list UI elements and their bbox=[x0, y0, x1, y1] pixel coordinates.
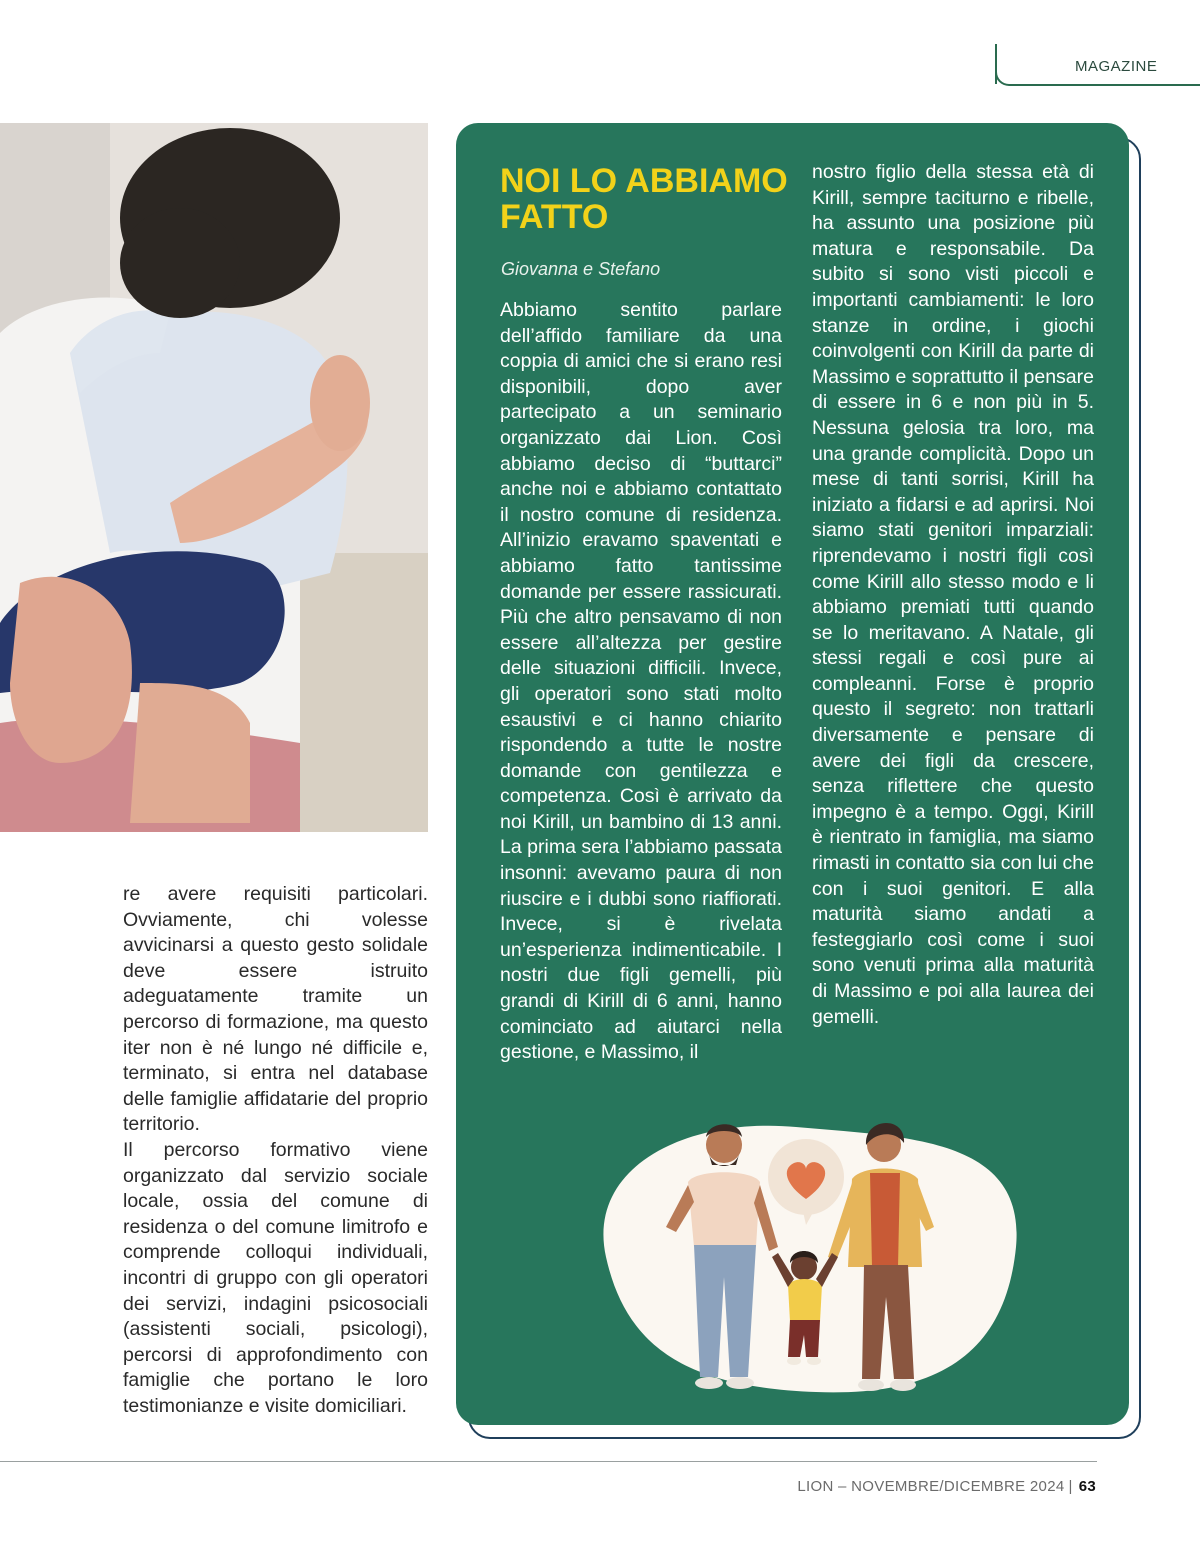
footer-divider bbox=[0, 1461, 1097, 1462]
article-column-1: Abbiamo sentito parlare dell’affido familiare da una coppia di amici che si erano resi disponibili, dopo aver partecipato a un seminario organizzato dai Lion. Così abbiamo deciso di “buttarci” anche noi e abbiamo contattato il nostro comune di residenza. All’inizio eravamo spaventati e abbiamo fatto tantissime domande per essere rassicurati. Più che altro pensavamo di non essere all’altezza per gestire delle situazioni difficili. Invece, gli operatori sono stati molto esaustivi e ci hanno chiarito rispondendo a tutte le nostre domande con gentilezza e competenza. Così è arrivato da noi Kirill, un bambino di 13 anni. La prima sera l’abbiamo passata insonni: avevamo paura di non riuscire e i dubbi sono riaffiorati. Invece, si è rivelata un’esperienza indimenticabile. I nostri due figli gemelli, più grandi di Kirill di 6 anni, hanno cominciato ad aiutarci nella gestione, e Massimo, il bbox=[500, 299, 782, 1064]
article-author: Giovanna e Stefano bbox=[501, 259, 661, 279]
hug-photo-illustration bbox=[0, 123, 428, 832]
left-paragraph-2: Il percorso formativo viene organizzato dal servizio sociale locale, ossia del comune di residenza o del comune limitrofo e comprende colloqui individuali, incontri di gruppo con gli operatori dei servizi, indagini psicosociali (assistenti sociali, psicologi), percorsi di approfondimento con famiglie che portano le loro testimonianze e visite domiciliari. bbox=[123, 1138, 428, 1417]
article-column-2: nostro figlio della stessa età di Kirill, sempre taciturno e ribelle, ha assunto una posizione più matura e responsabile. Da subito si sono visti piccoli e importanti cambiamenti: le loro stanze in ordine, i giochi coinvolgenti con Kirill da parte di Massimo e soprattutto il pensare di essere in 6 e non più in 5. Nessuna gelosia tra loro, ma una grande complicità. Dopo un mese di tanti sorrisi, Kirill ha iniziato a fidarsi e ad aprirsi. Noi siamo stati genitori imparziali: riprendevamo i nostri figli così come Kirill allo stesso modo e li abbiamo premiati tutti quando se lo meritavano. A Natale, gli stessi regali e così pure ai compleanni. Forse è proprio questo il segreto: non trattarli diversamente e pensare di avere dei figli da crescere, senza riflettere che questo impegno è a tempo. Oggi, Kirill è rientrato in famiglia, ma siamo rimasti in contatto sia con lui che con i suoi genitori. E alla maturità siamo andati a festeggiarlo così come i suoi sono venuti prima alla maturità di Massimo e poi alla laurea dei gemelli. bbox=[812, 161, 1094, 1028]
page-number: 63 bbox=[1078, 1478, 1096, 1495]
page-footer bbox=[797, 1478, 1096, 1495]
article-title: NOI LO ABBIAMO FATTO bbox=[500, 162, 788, 236]
left-column-text bbox=[123, 882, 428, 1419]
hug-photo bbox=[0, 123, 428, 832]
section-label: MAGAZINE bbox=[1075, 58, 1158, 75]
left-paragraph-1: re avere requisiti particolari. Ovviamente, chi volesse avvicinarsi a questo gesto solidale deve essere istruito adeguatamente tramite un percorso di formazione, ma questo iter non è né lungo né difficile e, terminato, si entra nel database delle famiglie affidatarie del proprio territorio. bbox=[123, 883, 428, 1136]
publication-info: LION – NOVEMBRE/DICEMBRE 2024 bbox=[797, 1478, 1065, 1495]
family-holding-hands-illustration bbox=[566, 1107, 1026, 1397]
footer-separator: | bbox=[1068, 1478, 1073, 1495]
